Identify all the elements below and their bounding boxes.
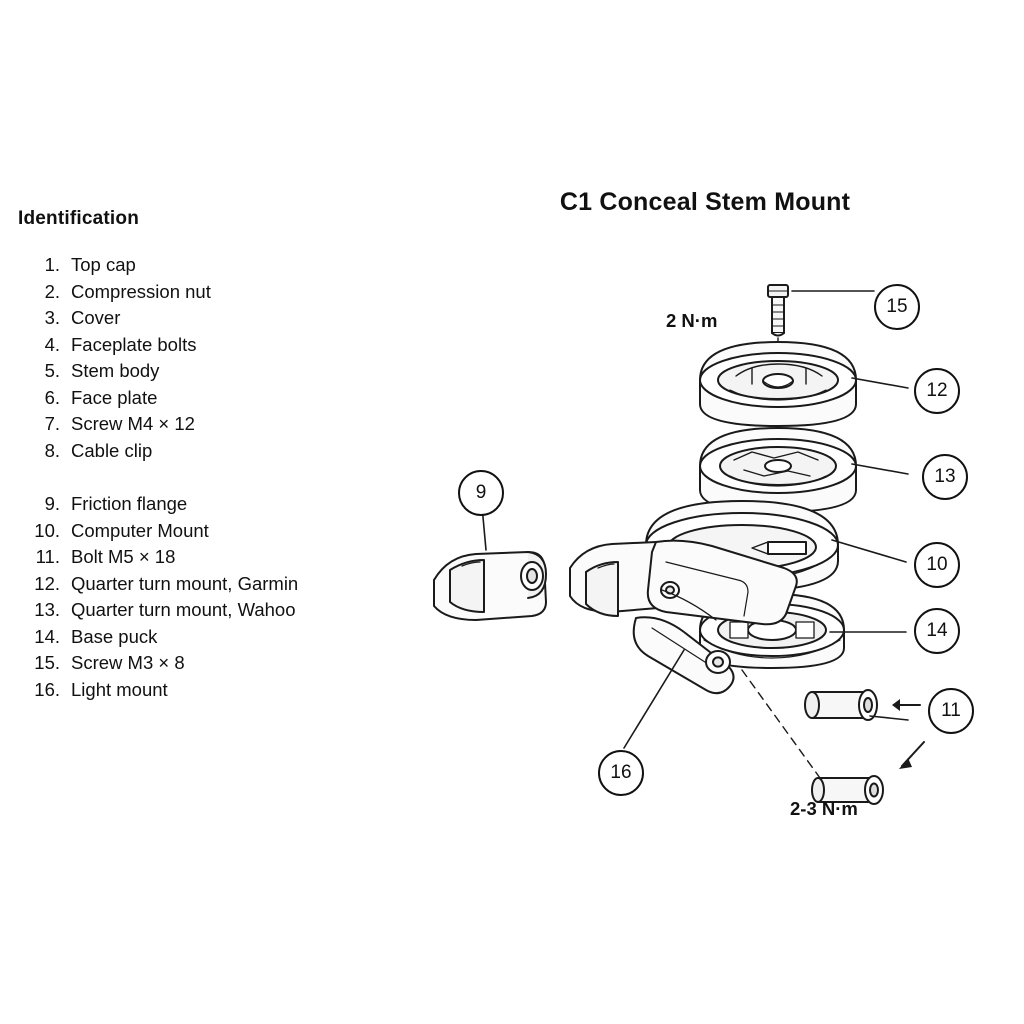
list-item-label: Face plate — [71, 386, 158, 408]
callout-10: 10 — [914, 542, 960, 588]
list-item-number: 6. — [44, 386, 60, 408]
part-bolt-upper — [805, 690, 877, 720]
list-item — [18, 491, 318, 518]
list-item-label: Quarter turn mount, Wahoo — [71, 599, 296, 620]
list-separator — [18, 464, 318, 491]
callout-16: 16 — [598, 750, 644, 796]
list-item-label: Screw M3 × 8 — [71, 652, 185, 673]
list-item-label: Compression nut — [71, 280, 211, 302]
identification-list — [18, 252, 318, 703]
list-item-label: Quarter turn mount, Garmin — [71, 572, 299, 594]
list-item — [18, 597, 318, 624]
list-item-label: Friction flange — [71, 493, 188, 514]
list-item-number: 14. — [34, 625, 60, 647]
list-item-label: Computer Mount — [71, 519, 209, 541]
list-item-number: 7. — [44, 413, 60, 434]
list-item — [18, 571, 318, 598]
list-item — [18, 518, 318, 545]
list-item — [18, 332, 318, 359]
callout-13: 13 — [922, 454, 968, 500]
list-item — [18, 252, 318, 279]
list-item-number: 4. — [44, 333, 60, 355]
torque-label-bolt: 2-3 N·m — [790, 798, 858, 819]
list-item-label: Stem body — [71, 360, 160, 381]
list-item-label: Base puck — [71, 625, 158, 647]
list-item-label: Faceplate bolts — [71, 333, 197, 355]
list-item-label: Top cap — [71, 254, 136, 275]
list-item — [18, 624, 318, 651]
leader-10 — [832, 540, 906, 562]
part-quarter-turn-garmin — [700, 342, 856, 426]
list-item-label: Cable clip — [71, 439, 153, 461]
leader-13 — [852, 464, 908, 474]
list-item — [18, 305, 318, 332]
list-item — [18, 544, 318, 571]
page-title: C1 Conceal Stem Mount — [559, 188, 851, 216]
callout-14: 14 — [914, 608, 960, 654]
identification-block — [18, 208, 318, 703]
list-item-label: Bolt M5 × 18 — [71, 546, 176, 567]
leader-16 — [624, 650, 684, 748]
list-item — [18, 438, 318, 465]
list-item-label: Cover — [71, 307, 121, 328]
list-item-number: 9. — [44, 493, 60, 514]
list-item-number: 16. — [34, 678, 60, 700]
list-item — [18, 677, 318, 704]
list-item-number: 15. — [34, 652, 60, 673]
list-item-label: Light mount — [71, 678, 168, 700]
list-item-number: 8. — [44, 439, 60, 461]
part-stem-and-light-mount — [570, 541, 797, 694]
part-quarter-turn-wahoo — [700, 428, 856, 512]
list-item — [18, 385, 318, 412]
part-screw-m3 — [768, 285, 788, 336]
list-item-number: 10. — [34, 519, 60, 541]
callout-12: 12 — [914, 368, 960, 414]
leader-12 — [852, 378, 908, 388]
torque-label-top: 2 N·m — [666, 310, 718, 331]
list-item-number: 1. — [44, 254, 60, 275]
list-item — [18, 650, 318, 677]
list-item-number: 5. — [44, 360, 60, 381]
list-item-label: Screw M4 × 12 — [71, 413, 195, 434]
list-item-number: 12. — [34, 572, 60, 594]
list-item — [18, 279, 318, 306]
callout-15: 15 — [874, 284, 920, 330]
list-item — [18, 411, 318, 438]
identification-heading: Identification — [18, 208, 140, 229]
part-friction-flange — [434, 552, 546, 620]
callout-9: 9 — [458, 470, 504, 516]
leader-11 — [870, 716, 908, 720]
bolt-direction-arrows — [892, 699, 924, 769]
list-item-number: 13. — [34, 599, 60, 620]
list-item-number: 11. — [35, 546, 60, 567]
bolt-axis — [742, 670, 820, 778]
list-item-number: 3. — [44, 307, 60, 328]
list-item — [18, 358, 318, 385]
list-item-number: 2. — [44, 280, 60, 302]
callout-11: 11 — [928, 688, 974, 734]
